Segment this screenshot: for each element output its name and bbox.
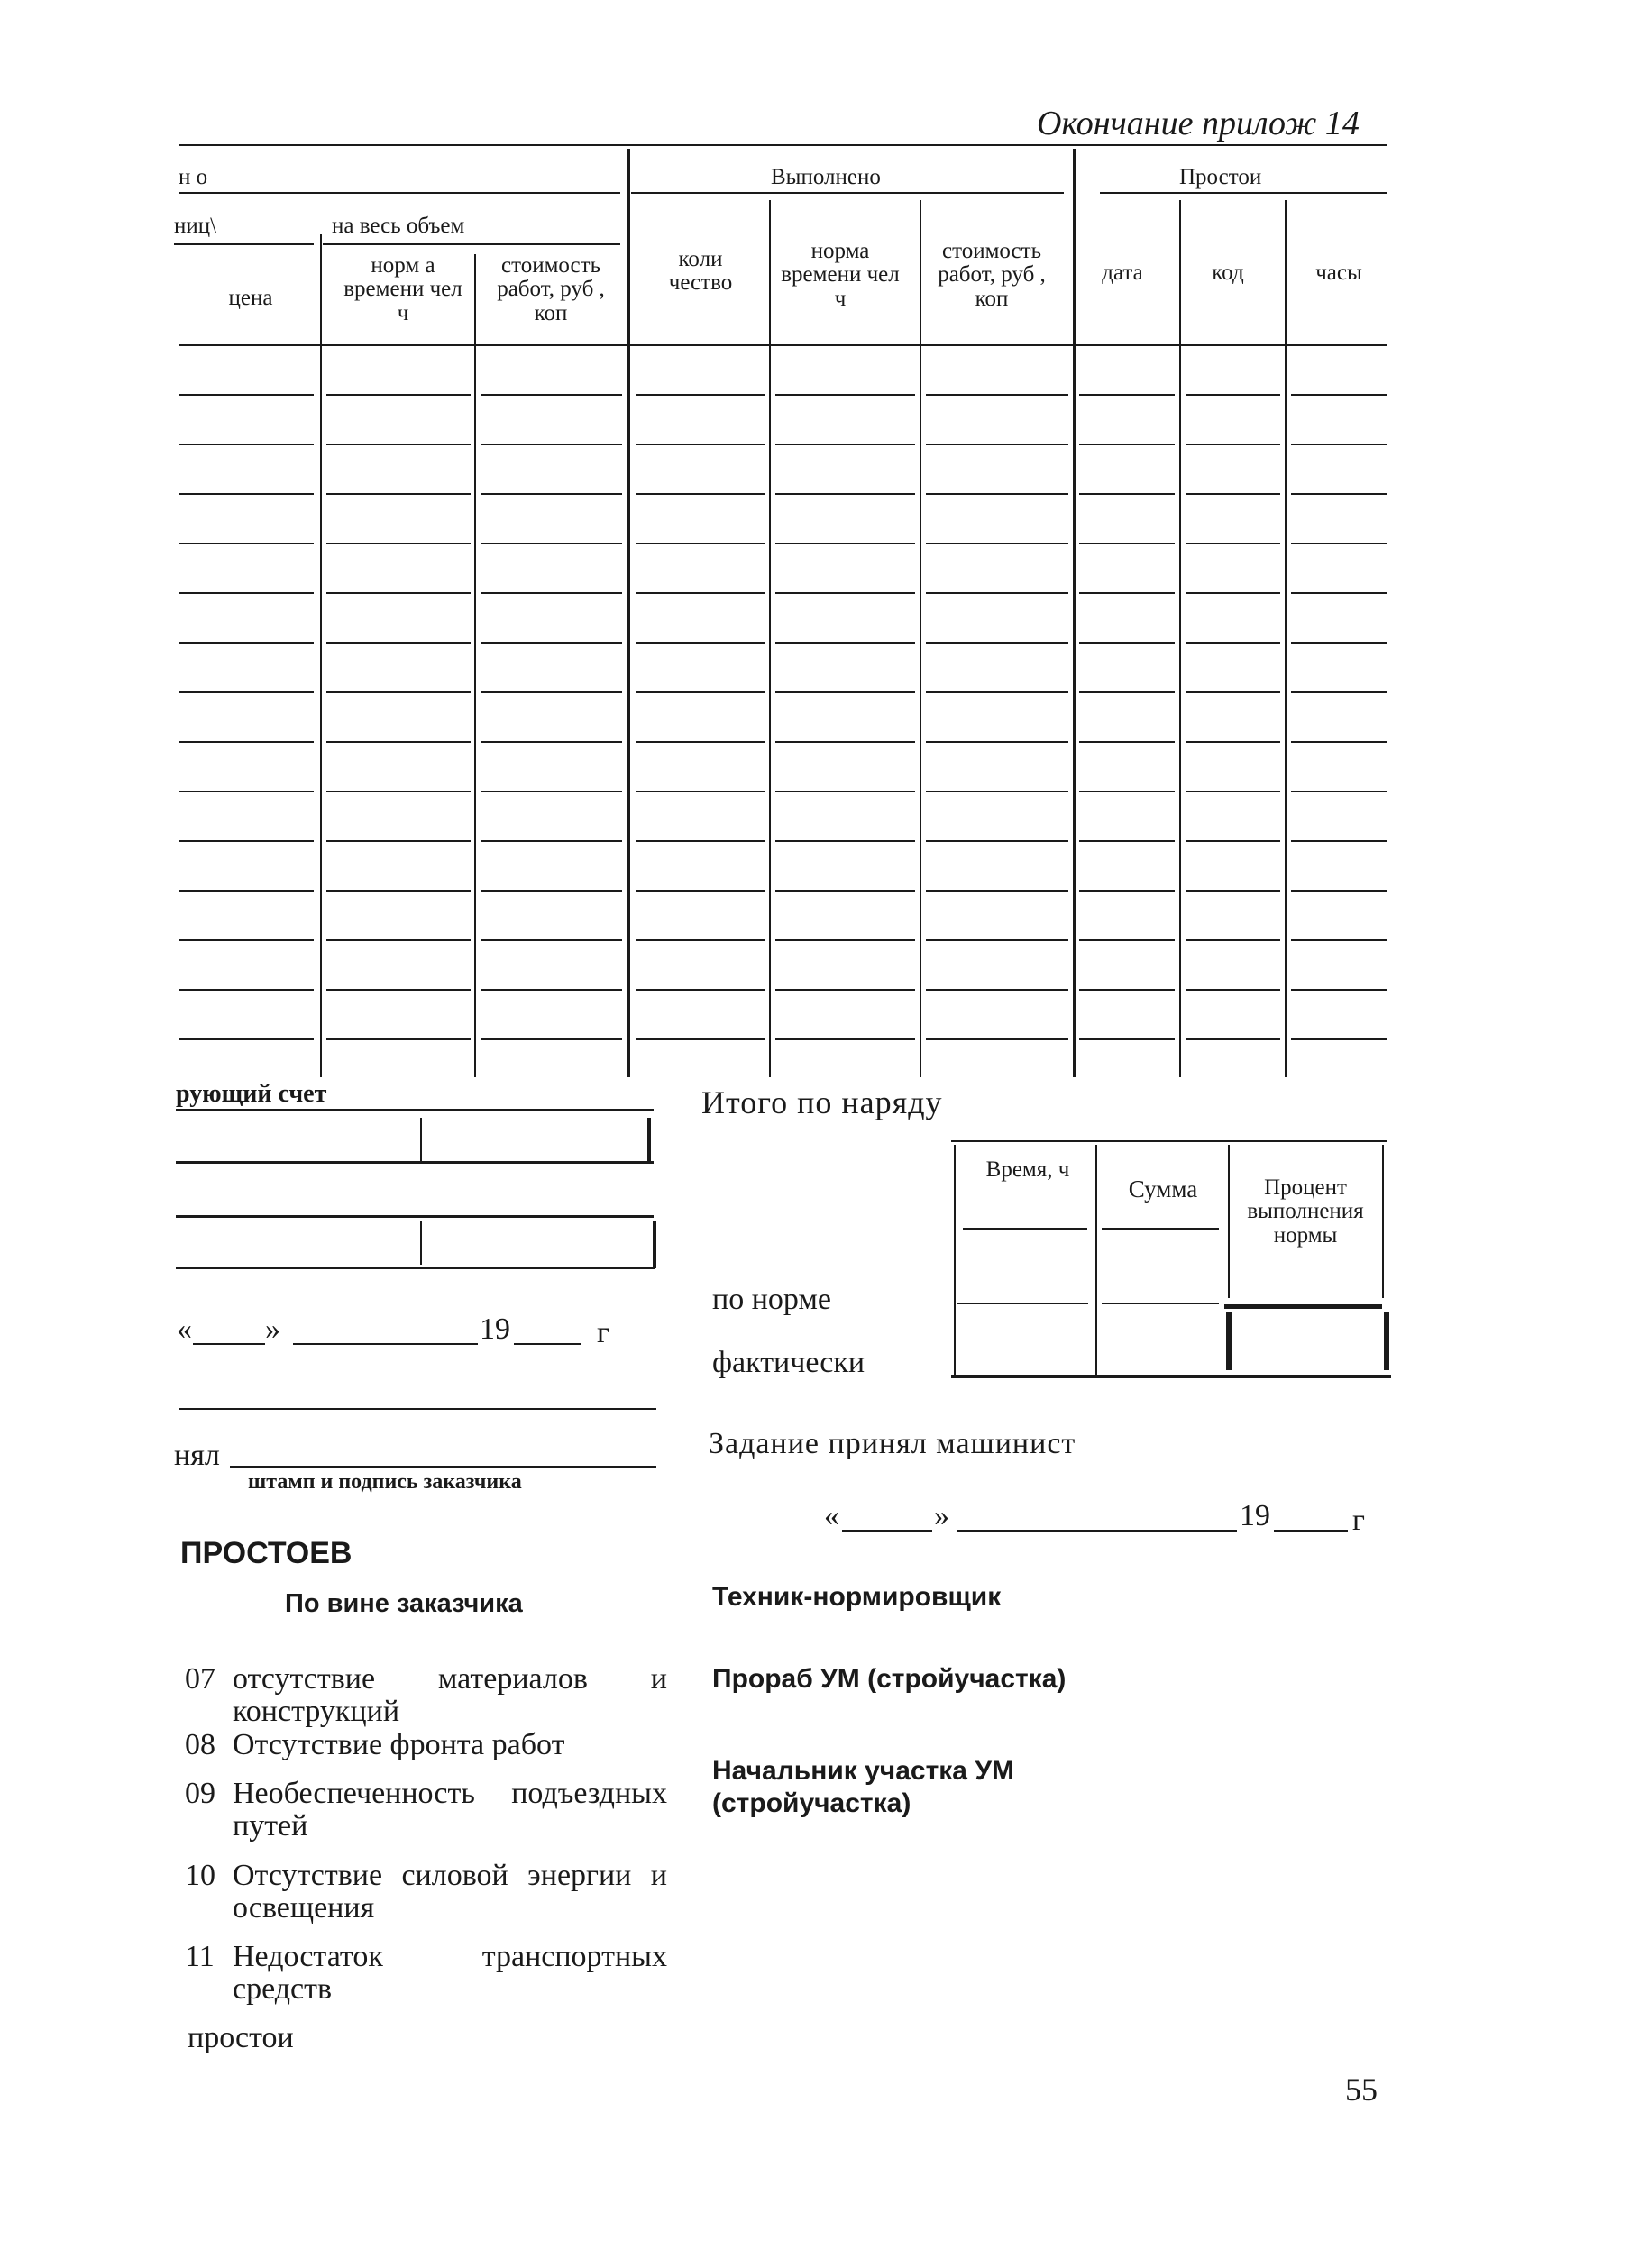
table-row-rule [1186,394,1280,396]
table-row-rule [926,741,1068,743]
divider-norm-done [920,200,921,1077]
table-row-rule [481,939,622,941]
table-row-rule [926,493,1068,495]
table-row-rule [926,890,1068,892]
idle-subheading: По вине заказчика [285,1589,523,1618]
table-row-rule [326,444,471,445]
table-row-rule [326,939,471,941]
table-row-rule [1291,890,1387,892]
table-row-rule [1079,444,1175,445]
idle-item [185,1778,215,1810]
date-right-month-blank [957,1530,1237,1532]
table-row-rule [481,741,622,743]
totals-row-norm: по норме [712,1283,831,1316]
idle-item-text: Необеспеченность подъездных путей [233,1777,667,1843]
table-row-rule [1079,543,1175,544]
account-label: рующий счет [176,1080,327,1108]
table-row-rule [481,592,622,594]
date-left-month-blank [293,1343,478,1345]
table-row-rule [1079,741,1175,743]
table-row-rule [926,394,1068,396]
table-row-rule [326,691,471,693]
table-row-rule [1291,444,1387,445]
table-row-rule [926,642,1068,644]
table-row-rule [1079,592,1175,594]
totals-bottom-rule [951,1375,1391,1378]
totals-percent-box-right [1384,1312,1389,1370]
table-row-rule [1186,642,1280,644]
table-row-rule [1186,890,1280,892]
table-row-rule [1291,989,1387,991]
table-row-rule [1186,791,1280,792]
group-done-header: Выполнено [771,165,881,189]
table-row-rule [636,1038,765,1040]
table-row-rule [926,840,1068,842]
account-box-2-end [653,1221,656,1268]
table-row-rule [326,741,471,743]
col-qty-header: коли чество [668,247,733,296]
table-row-rule [775,741,915,743]
table-row-rule [326,642,471,644]
table-row-rule [179,642,314,644]
date-right-day-blank [842,1530,932,1532]
idle-item-text: Отсутствие силовой энергии и освещения [233,1859,667,1925]
table-row-rule [636,642,765,644]
totals-percent-box-left [1226,1312,1232,1370]
table-row-rule [1186,939,1280,941]
table-row-rule [481,890,622,892]
date-left-year-blank [514,1343,581,1345]
header-bottom-rule [179,344,1387,346]
table-row-rule [1291,791,1387,792]
table-row-rule [1186,989,1280,991]
page-number: 55 [1345,2071,1378,2108]
totals-row-rule-time [957,1303,1088,1304]
totals-header-rule-sum [1102,1228,1219,1230]
date-left-year: 19 [480,1312,510,1346]
idle-heading: ПРОСТОЕВ [180,1536,353,1570]
table-row-rule [481,989,622,991]
totals-div-a [954,1145,956,1375]
table-row-rule [326,1038,471,1040]
date-right-close: » [934,1499,949,1532]
table-row-rule [1079,939,1175,941]
table-row-rule [1186,592,1280,594]
sub-rule-left [174,243,314,245]
table-row-rule [481,840,622,842]
col-code-header: код [1212,261,1244,285]
idle-item-code: 07 [185,1662,215,1696]
date-left-close: » [265,1312,280,1346]
date-left-day-blank [193,1343,265,1345]
totals-row-actual: фактически [712,1346,865,1379]
table-row-rule [179,989,314,991]
idle-item-text: Недостаток транспортных средств [233,1940,667,2006]
table-row-rule [481,543,622,544]
table-row-rule [179,543,314,544]
table-row-rule [179,890,314,892]
table-row-rule [775,444,915,445]
totals-title: Итого по наряду [701,1084,943,1120]
table-row-rule [636,592,765,594]
table-row-rule [179,741,314,743]
table-row-rule [179,939,314,941]
table-row-rule [1186,493,1280,495]
table-row-rule [179,493,314,495]
table-row-rule [636,989,765,991]
table-row-rule [326,840,471,842]
divider-left-group [627,149,630,1077]
table-row-rule [481,394,622,396]
table-row-rule [179,1038,314,1040]
table-row-rule [775,989,915,991]
table-row-rule [1186,840,1280,842]
signature-chief: Начальник участка УМ (стройучастка) [712,1756,1014,1818]
table-row-rule [775,840,915,842]
table-row-rule [179,691,314,693]
divider-date [1179,200,1181,1077]
idle-footer: простои [188,2021,294,2054]
idle-item [185,1663,215,1696]
table-row-rule [1186,691,1280,693]
totals-row-rule-sum [1102,1303,1219,1304]
table-row-rule [775,939,915,941]
account-box-1-end [647,1118,651,1161]
group-left-header: н о [179,165,208,189]
table-row-rule [926,791,1068,792]
table-row-rule [636,741,765,743]
table-row-rule [636,939,765,941]
idle-item-code: 10 [185,1859,215,1892]
date-left-open: « [177,1312,192,1346]
table-row-rule [1079,890,1175,892]
table-row-rule [326,493,471,495]
table-row-rule [1291,741,1387,743]
idle-item-text: Отсутствие фронта работ [233,1728,565,1761]
table-row-rule [1291,1038,1387,1040]
table-row-rule [326,890,471,892]
table-row-rule [926,1038,1068,1040]
idle-item [185,1860,215,1892]
col-cost-done-header: стоимость работ, руб , коп [938,239,1046,311]
table-row-rule [1079,691,1175,693]
assignment-label: Задание принял машинист [709,1427,1076,1460]
table-row-rule [1186,1038,1280,1040]
totals-top-rule [951,1140,1387,1142]
table-row-rule [326,791,471,792]
group-rule-left [179,192,620,194]
table-row-rule [926,939,1068,941]
table-row-rule [1291,840,1387,842]
idle-item [185,1729,215,1761]
divider-code [1285,200,1287,1077]
table-row-rule [636,890,765,892]
date-right-suffix: г [1352,1504,1365,1537]
table-row-rule [1079,493,1175,495]
table-row-rule [1079,840,1175,842]
table-row-rule [481,1038,622,1040]
table-row-rule [1291,939,1387,941]
totals-div-c [1228,1145,1230,1298]
table-row-rule [481,493,622,495]
group-rule-done [631,192,1064,194]
date-right-open: « [824,1499,839,1532]
table-row-rule [926,543,1068,544]
table-row-rule [775,791,915,792]
accepted-line [230,1466,656,1468]
table-row-rule [179,592,314,594]
table-row-rule [1291,543,1387,544]
table-row-rule [636,691,765,693]
divider-price [320,234,322,1077]
totals-col-percent: Процент выполнения нормы [1247,1175,1364,1248]
col-date-header: дата [1102,261,1143,285]
sub-left-header: ниц\ [174,214,217,238]
totals-div-d [1382,1145,1384,1298]
idle-item [185,1941,215,1973]
totals-percent-box-top [1224,1304,1382,1309]
signature-foreman: Прораб УМ (стройучастка) [712,1664,1067,1694]
table-row-rule [1079,1038,1175,1040]
table-row-rule [775,394,915,396]
table-row-rule [481,791,622,792]
signature-technician: Техник-нормировщик [712,1582,1002,1612]
table-row-rule [1291,642,1387,644]
table-row-rule [926,444,1068,445]
table-row-rule [1186,741,1280,743]
table-row-rule [1079,642,1175,644]
table-row-rule [636,840,765,842]
col-price-header: цена [228,286,273,310]
table-row-rule [1291,592,1387,594]
table-row-rule [179,840,314,842]
account-rule-top [176,1109,654,1111]
table-row-rule [481,691,622,693]
account-rule-2 [176,1215,654,1218]
table-row-rule [1291,394,1387,396]
table-row-rule [1186,543,1280,544]
table-row-rule [636,394,765,396]
table-row-rule [481,444,622,445]
idle-item-code: 11 [185,1940,215,1973]
table-row-rule [926,592,1068,594]
table-row-rule [926,691,1068,693]
totals-col-sum: Сумма [1128,1175,1198,1203]
table-row-rule [636,791,765,792]
table-row-rule [636,493,765,495]
idle-item-code: 09 [185,1777,215,1810]
divider-done-group [1073,149,1076,1077]
table-row-rule [1291,493,1387,495]
table-row-rule [179,791,314,792]
table-row-rule [326,989,471,991]
idle-item-code: 08 [185,1728,215,1761]
table-row-rule [1079,791,1175,792]
table-row-rule [1079,394,1175,396]
account-rule-1 [176,1161,654,1164]
table-row-rule [326,592,471,594]
table-row-rule [326,543,471,544]
divider-norm [474,254,476,1077]
head-rule [179,144,1387,146]
account-rule-3 [176,1267,655,1269]
table-row-rule [775,1038,915,1040]
col-cost-header: стоимость работ, руб , коп [497,253,605,325]
col-norm-time-done-header: норма времени чел ч [781,239,900,311]
date-right-year-blank [1274,1530,1348,1532]
divider-qty [769,200,771,1077]
idle-item-text: отсутствие материалов и конструкций [233,1662,667,1728]
account-box-2-divider [420,1221,422,1265]
accepted-label: нял [174,1439,220,1472]
sub-rule-volume [323,243,620,245]
sub-volume-header: на весь объем [332,214,465,238]
group-idle-header: Простои [1179,165,1262,189]
account-box-1-divider [420,1118,422,1161]
col-hours-header: часы [1315,261,1362,285]
blank-signature-line [179,1408,656,1410]
col-norm-time-header: норм а времени чел ч [343,253,462,325]
table-row-rule [636,444,765,445]
totals-header-rule-time [963,1228,1087,1230]
table-row-rule [926,989,1068,991]
totals-col-time: Время, ч [985,1157,1070,1182]
table-row-rule [775,890,915,892]
group-rule-idle [1100,192,1387,194]
table-row-rule [1079,989,1175,991]
table-row-rule [179,394,314,396]
table-row-rule [775,691,915,693]
table-row-rule [775,543,915,544]
running-head: Окончание прилож 14 [1037,105,1360,142]
table-row-rule [326,394,471,396]
stamp-caption: штамп и подпись заказчика [248,1470,522,1494]
table-row-rule [775,642,915,644]
table-row-rule [1186,444,1280,445]
table-row-rule [481,642,622,644]
table-row-rule [775,592,915,594]
table-row-rule [179,444,314,445]
table-row-rule [775,493,915,495]
table-row-rule [636,543,765,544]
date-left-suffix: г [597,1316,609,1349]
date-right-year: 19 [1240,1499,1270,1532]
table-row-rule [1291,691,1387,693]
totals-div-b [1095,1145,1097,1375]
